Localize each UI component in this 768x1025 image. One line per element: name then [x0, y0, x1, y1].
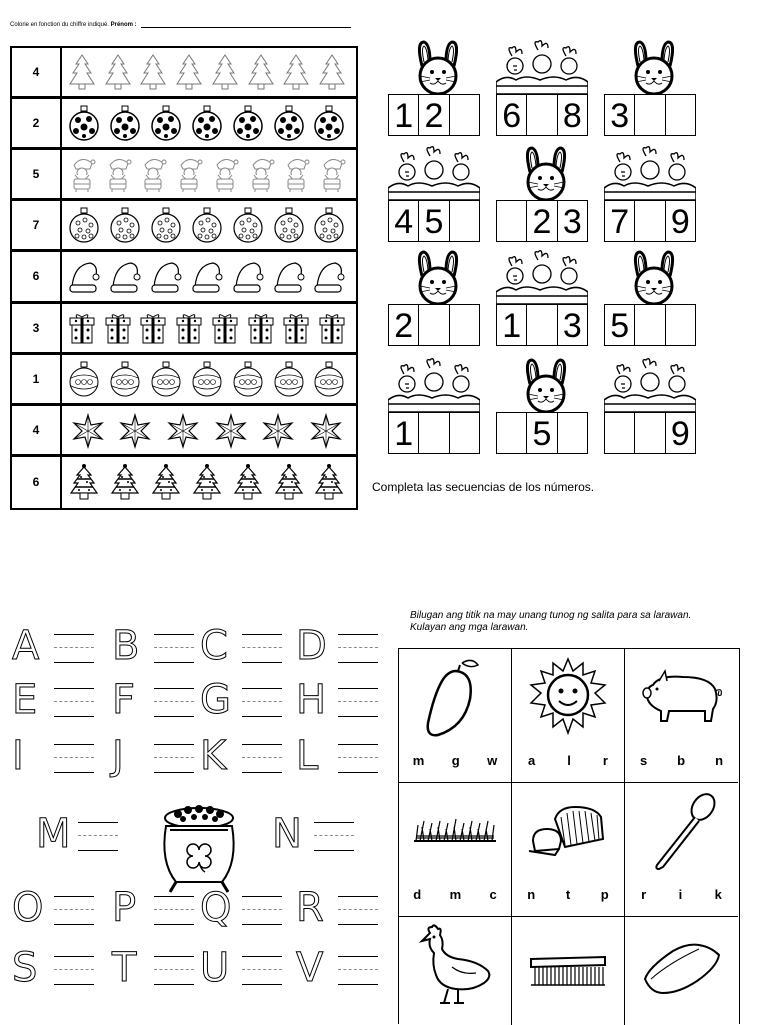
number-sequence: [496, 250, 588, 346]
row-pictures: [64, 205, 350, 245]
outline-letter: A: [12, 623, 40, 669]
letter-tracing-cell: [112, 677, 204, 723]
picture-cell: [399, 917, 512, 1025]
outline-letter: M: [36, 811, 71, 857]
santa-icon[interactable]: [66, 155, 98, 193]
empty-number-box[interactable]: [666, 305, 695, 345]
sequence-picture: [496, 358, 588, 412]
beginning-sound-grid: [398, 648, 740, 1024]
letter-choices: [512, 887, 624, 902]
outline-letter: R: [296, 885, 324, 931]
writing-lines[interactable]: [242, 630, 282, 666]
row-pictures: [64, 410, 350, 450]
ornament-star-icon[interactable]: [191, 206, 223, 244]
writing-lines[interactable]: [338, 892, 378, 928]
letter-tracing-cell: [272, 811, 364, 857]
letter-choice[interactable]: r: [641, 887, 647, 902]
color-row: [12, 201, 356, 252]
empty-number-box[interactable]: [635, 305, 665, 345]
given-number-box: 3: [562, 203, 582, 241]
carrots-icon: [388, 146, 480, 200]
santa-icon[interactable]: [280, 155, 312, 193]
letter-choice[interactable]: b: [677, 753, 686, 768]
ornament-dotted-icon[interactable]: [232, 104, 264, 142]
writing-lines[interactable]: [54, 684, 94, 720]
row-number: 1: [12, 355, 62, 403]
sequence-picture: [604, 250, 696, 304]
number-sequence: [496, 146, 588, 242]
santa-hat-icon[interactable]: [191, 257, 223, 295]
letter-choice[interactable]: w: [487, 753, 498, 768]
sequence-boxes: [388, 304, 480, 346]
name-label: Prénom :: [110, 22, 137, 28]
empty-number-box[interactable]: [666, 95, 695, 135]
letter-tracing-cell: [112, 945, 204, 991]
sequence-boxes: [604, 304, 696, 346]
given-number-box: 7: [605, 201, 635, 241]
outline-letter: L: [296, 733, 319, 779]
sequence-boxes: [496, 412, 588, 454]
sequence-boxes: [604, 412, 696, 454]
picture-cell: [512, 783, 625, 917]
empty-number-box[interactable]: [450, 413, 479, 453]
letter-tracing-cell: [200, 677, 292, 723]
sequence-picture: [496, 146, 588, 200]
writing-lines[interactable]: [154, 740, 194, 776]
letter-tracing-cell: [12, 677, 104, 723]
decorated-tree-icon[interactable]: [191, 463, 223, 501]
outline-letter: V: [296, 945, 324, 991]
santa-hat-icon[interactable]: [150, 257, 182, 295]
writing-lines[interactable]: [54, 630, 94, 666]
sequence-picture: [388, 40, 480, 94]
santa-hat-icon[interactable]: [68, 257, 100, 295]
letter-tracing-cell: [200, 885, 292, 931]
outline-letter: S: [12, 945, 38, 991]
letter-tracing-cell: [200, 623, 292, 669]
empty-number-box[interactable]: [450, 305, 479, 345]
letter-choice[interactable]: a: [528, 753, 536, 768]
chicken-icon: [412, 923, 498, 1007]
row-number: 4: [12, 406, 62, 454]
sequence-boxes: [604, 200, 696, 242]
empty-number-box[interactable]: [497, 413, 527, 453]
bunny-icon: [496, 146, 588, 200]
decorated-tree-icon[interactable]: [232, 463, 264, 501]
gift-box-icon[interactable]: [280, 309, 312, 347]
sequence-boxes: [496, 94, 588, 136]
picture-cell: [399, 649, 512, 783]
christmas-tree-outline-icon[interactable]: [280, 53, 312, 91]
color-row: [12, 406, 356, 457]
writing-lines[interactable]: [338, 740, 378, 776]
ornament-round-icon[interactable]: [313, 360, 345, 398]
given-number-box: 1: [389, 413, 419, 453]
gift-box-icon[interactable]: [173, 309, 205, 347]
number-sequence: [496, 40, 588, 136]
christmas-tree-outline-icon[interactable]: [209, 53, 241, 91]
carrots-icon: [388, 358, 480, 412]
beginning-sound-instruction: Bilugan ang titik na may unang tunog ng salita para sa larawan. Kulayan ang mga larawan.: [410, 610, 692, 633]
star-icon[interactable]: [72, 411, 104, 449]
christmas-tree-outline-icon[interactable]: [173, 53, 205, 91]
writing-lines[interactable]: [54, 952, 94, 988]
outline-letter: U: [200, 945, 230, 991]
ornament-round-icon[interactable]: [150, 360, 182, 398]
writing-lines[interactable]: [242, 684, 282, 720]
ornament-dotted-icon[interactable]: [191, 104, 223, 142]
decorated-tree-icon[interactable]: [313, 463, 345, 501]
writing-lines[interactable]: [338, 630, 378, 666]
letter-tracing-cell: [112, 623, 204, 669]
number-sequence: [388, 146, 480, 242]
pillow-icon: [639, 923, 725, 1007]
letter-tracing-cell: [12, 885, 104, 931]
sequence-picture: [604, 358, 696, 412]
color-row: [12, 457, 356, 508]
picture-cell: [512, 649, 625, 783]
color-row: [12, 355, 356, 406]
row-number: 2: [12, 99, 62, 147]
letter-tracing-cell: [296, 885, 388, 931]
sequence-picture: [496, 40, 588, 94]
outline-letter: J: [112, 733, 124, 779]
letter-choices: [399, 753, 511, 768]
writing-lines[interactable]: [78, 818, 118, 854]
row-pictures: [64, 52, 350, 92]
letter-tracing-cell: [12, 733, 104, 779]
row-number: 5: [12, 150, 62, 198]
santa-icon[interactable]: [173, 155, 205, 193]
row-number: 6: [12, 252, 62, 300]
decorated-tree-icon[interactable]: [273, 463, 305, 501]
santa-icon[interactable]: [137, 155, 169, 193]
instruction-text: Colorie en fonction du chiffre indiqué.: [10, 22, 109, 28]
santa-hat-icon[interactable]: [232, 257, 264, 295]
letter-choice[interactable]: d: [413, 887, 422, 902]
empty-number-box[interactable]: [419, 413, 449, 453]
color-row: [12, 48, 356, 99]
ornament-dotted-icon[interactable]: [313, 104, 345, 142]
given-number-box: 5: [605, 305, 635, 345]
carrots-icon: [496, 40, 588, 94]
color-row: [12, 99, 356, 150]
pig-icon: [639, 655, 725, 739]
ornament-round-icon[interactable]: [109, 360, 141, 398]
row-number: 7: [12, 201, 62, 249]
writing-lines[interactable]: [338, 684, 378, 720]
comb-icon: [525, 923, 611, 1007]
ornament-dotted-icon[interactable]: [150, 104, 182, 142]
letter-choice[interactable]: m: [412, 753, 425, 768]
writing-lines[interactable]: [242, 740, 282, 776]
given-number-box: 4: [389, 201, 419, 241]
number-sequence: [604, 250, 696, 346]
given-number-box: 6: [497, 95, 527, 135]
outline-letter: D: [296, 623, 327, 669]
gift-box-icon[interactable]: [316, 309, 348, 347]
worksheet-header: [10, 22, 351, 28]
outline-letter: C: [200, 623, 228, 669]
sequence-boxes: [388, 94, 480, 136]
sequence-caption: Completa las secuencias de los números.: [372, 480, 595, 494]
letter-choices: [512, 753, 624, 768]
empty-number-box[interactable]: [450, 95, 479, 135]
sequence-boxes: [496, 200, 588, 242]
given-number-box: 3: [605, 95, 635, 135]
ornament-star-icon[interactable]: [150, 206, 182, 244]
santa-icon[interactable]: [316, 155, 348, 193]
writing-lines[interactable]: [54, 740, 94, 776]
letter-choice[interactable]: k: [714, 887, 722, 902]
writing-lines[interactable]: [242, 892, 282, 928]
letter-tracing-cell: [296, 733, 388, 779]
star-icon[interactable]: [167, 411, 199, 449]
letter-tracing-cell: [12, 623, 104, 669]
empty-number-box[interactable]: [419, 305, 449, 345]
star-icon[interactable]: [215, 411, 247, 449]
ornament-dotted-icon[interactable]: [109, 104, 141, 142]
sequence-picture: [604, 146, 696, 200]
ornament-star-icon[interactable]: [109, 206, 141, 244]
ornament-round-icon[interactable]: [273, 360, 305, 398]
sun-icon: [525, 655, 611, 739]
letter-choice[interactable]: r: [602, 753, 608, 768]
picture-cell: [625, 649, 738, 783]
bunny-icon: [388, 250, 480, 304]
row-pictures: [64, 359, 350, 399]
color-row: [12, 150, 356, 201]
picture-cell: [625, 917, 738, 1025]
decorated-tree-icon[interactable]: [150, 463, 182, 501]
empty-number-box[interactable]: [497, 201, 527, 241]
outline-letter: P: [112, 885, 137, 931]
christmas-tree-outline-icon[interactable]: [102, 53, 134, 91]
row-pictures: [64, 154, 350, 194]
color-row: [12, 304, 356, 355]
empty-number-box[interactable]: [527, 305, 557, 345]
gift-box-icon[interactable]: [137, 309, 169, 347]
gift-box-icon[interactable]: [66, 309, 98, 347]
ornament-star-icon[interactable]: [68, 206, 100, 244]
empty-number-box[interactable]: [635, 201, 665, 241]
letter-choice[interactable]: n: [527, 887, 536, 902]
letter-choice[interactable]: s: [639, 753, 648, 768]
picture-cell: [512, 917, 625, 1025]
ornament-dotted-icon[interactable]: [68, 104, 100, 142]
sequence-picture: [388, 358, 480, 412]
carrots-icon: [604, 358, 696, 412]
ornament-round-icon[interactable]: [232, 360, 264, 398]
row-pictures: [64, 256, 350, 296]
given-number-box: 8: [562, 97, 582, 135]
outline-letter: B: [112, 623, 140, 669]
ornament-round-icon[interactable]: [68, 360, 100, 398]
given-number-box: 3: [562, 307, 582, 345]
ornament-dotted-icon[interactable]: [273, 104, 305, 142]
bread-icon: [525, 789, 611, 873]
picture-cell: [399, 783, 512, 917]
santa-icon[interactable]: [245, 155, 277, 193]
letter-tracing-cell: [296, 945, 388, 991]
given-number-box: 2: [527, 201, 557, 241]
sequence-boxes: [496, 304, 588, 346]
given-number-box: 1: [389, 95, 419, 135]
letter-choices: [399, 887, 511, 902]
given-number-box: 5: [419, 201, 449, 241]
sequence-picture: [388, 146, 480, 200]
decorated-tree-icon[interactable]: [68, 463, 100, 501]
letter-choice[interactable]: m: [449, 887, 462, 902]
outline-letter: N: [272, 811, 302, 857]
outline-letter: H: [296, 677, 327, 723]
pot-of-gold-icon: [156, 802, 242, 894]
empty-number-box[interactable]: [527, 95, 557, 135]
gift-box-icon[interactable]: [102, 309, 134, 347]
gift-box-icon[interactable]: [209, 309, 241, 347]
ornament-star-icon[interactable]: [313, 206, 345, 244]
given-number-box: 2: [389, 305, 419, 345]
writing-lines[interactable]: [154, 630, 194, 666]
letter-tracing-cell: [12, 945, 104, 991]
color-row: [12, 252, 356, 303]
outline-letter: F: [112, 677, 136, 723]
letter-tracing-cell: [112, 885, 204, 931]
color-by-number-table: [10, 46, 358, 510]
number-sequence: [604, 358, 696, 454]
christmas-tree-outline-icon[interactable]: [245, 53, 277, 91]
row-pictures: [64, 308, 350, 348]
outline-letter: I: [12, 733, 24, 779]
writing-lines[interactable]: [154, 684, 194, 720]
row-number: 3: [12, 304, 62, 352]
letter-choice[interactable]: p: [600, 887, 609, 902]
decorated-tree-icon[interactable]: [109, 463, 141, 501]
writing-lines[interactable]: [314, 818, 354, 854]
bunny-icon: [604, 250, 696, 304]
letter-choice[interactable]: c: [489, 887, 497, 902]
row-pictures: [64, 103, 350, 143]
given-number-box: 5: [527, 413, 557, 453]
given-number-box: 2: [419, 95, 449, 135]
outline-letter: E: [12, 677, 38, 723]
outline-letter: G: [200, 677, 231, 723]
letter-choice[interactable]: l: [567, 753, 571, 768]
writing-lines[interactable]: [54, 892, 94, 928]
writing-lines[interactable]: [154, 952, 194, 988]
christmas-tree-outline-icon[interactable]: [137, 53, 169, 91]
empty-number-box[interactable]: [635, 413, 665, 453]
outline-letter: T: [112, 945, 137, 991]
bunny-icon: [388, 40, 480, 94]
name-line[interactable]: [141, 27, 351, 28]
sequence-boxes: [388, 412, 480, 454]
outline-letter: Q: [200, 885, 232, 931]
letter-choice[interactable]: g: [451, 753, 460, 768]
writing-lines[interactable]: [242, 952, 282, 988]
row-pictures: [64, 461, 350, 504]
outline-letter: O: [12, 885, 44, 931]
santa-hat-icon[interactable]: [273, 257, 305, 295]
number-sequence: [604, 146, 696, 242]
letter-tracing-cell: [112, 733, 204, 779]
writing-lines[interactable]: [338, 952, 378, 988]
empty-number-box[interactable]: [605, 413, 635, 453]
sequence-picture: [604, 40, 696, 94]
given-number-box: 9: [670, 415, 690, 453]
sequence-picture: [496, 250, 588, 304]
mango-icon: [412, 655, 498, 739]
sequence-picture: [388, 250, 480, 304]
grass-icon: [412, 789, 498, 873]
letter-tracing-cell: [200, 945, 292, 991]
letter-tracing-cell: [36, 811, 128, 857]
bunny-icon: [604, 40, 696, 94]
number-sequence: [604, 40, 696, 136]
letter-choice[interactable]: i: [678, 887, 683, 902]
santa-icon[interactable]: [209, 155, 241, 193]
letter-choices: [625, 887, 738, 902]
star-icon[interactable]: [119, 411, 151, 449]
number-sequence: [496, 358, 588, 454]
christmas-tree-outline-icon[interactable]: [66, 53, 98, 91]
ornament-round-icon[interactable]: [191, 360, 223, 398]
letter-choice[interactable]: n: [715, 753, 724, 768]
number-sequence: [388, 40, 480, 136]
letter-choice[interactable]: t: [565, 887, 571, 902]
letter-tracing-cell: [296, 677, 388, 723]
letter-tracing-cell: [200, 733, 292, 779]
christmas-tree-outline-icon[interactable]: [316, 53, 348, 91]
gift-box-icon[interactable]: [245, 309, 277, 347]
row-number: 4: [12, 48, 62, 96]
carrots-icon: [604, 146, 696, 200]
santa-hat-icon[interactable]: [109, 257, 141, 295]
sequence-boxes: [388, 200, 480, 242]
star-icon[interactable]: [310, 411, 342, 449]
santa-hat-icon[interactable]: [313, 257, 345, 295]
empty-number-box[interactable]: [635, 95, 665, 135]
letter-choices: [625, 753, 738, 768]
santa-icon[interactable]: [102, 155, 134, 193]
outline-letter: K: [200, 733, 227, 779]
writing-lines[interactable]: [154, 892, 194, 928]
ornament-star-icon[interactable]: [273, 206, 305, 244]
number-sequence: [388, 250, 480, 346]
number-sequence: [388, 358, 480, 454]
picture-cell: [625, 783, 738, 917]
letter-tracing-cell: [296, 623, 388, 669]
given-number-box: 1: [497, 305, 527, 345]
empty-number-box[interactable]: [558, 413, 587, 453]
empty-number-box[interactable]: [450, 201, 479, 241]
carrots-icon: [496, 250, 588, 304]
star-icon[interactable]: [262, 411, 294, 449]
sequence-boxes: [604, 94, 696, 136]
ornament-star-icon[interactable]: [232, 206, 264, 244]
row-number: 6: [12, 457, 62, 508]
given-number-box: 9: [670, 203, 690, 241]
spoon-icon: [639, 789, 725, 873]
bunny-icon: [496, 358, 588, 412]
